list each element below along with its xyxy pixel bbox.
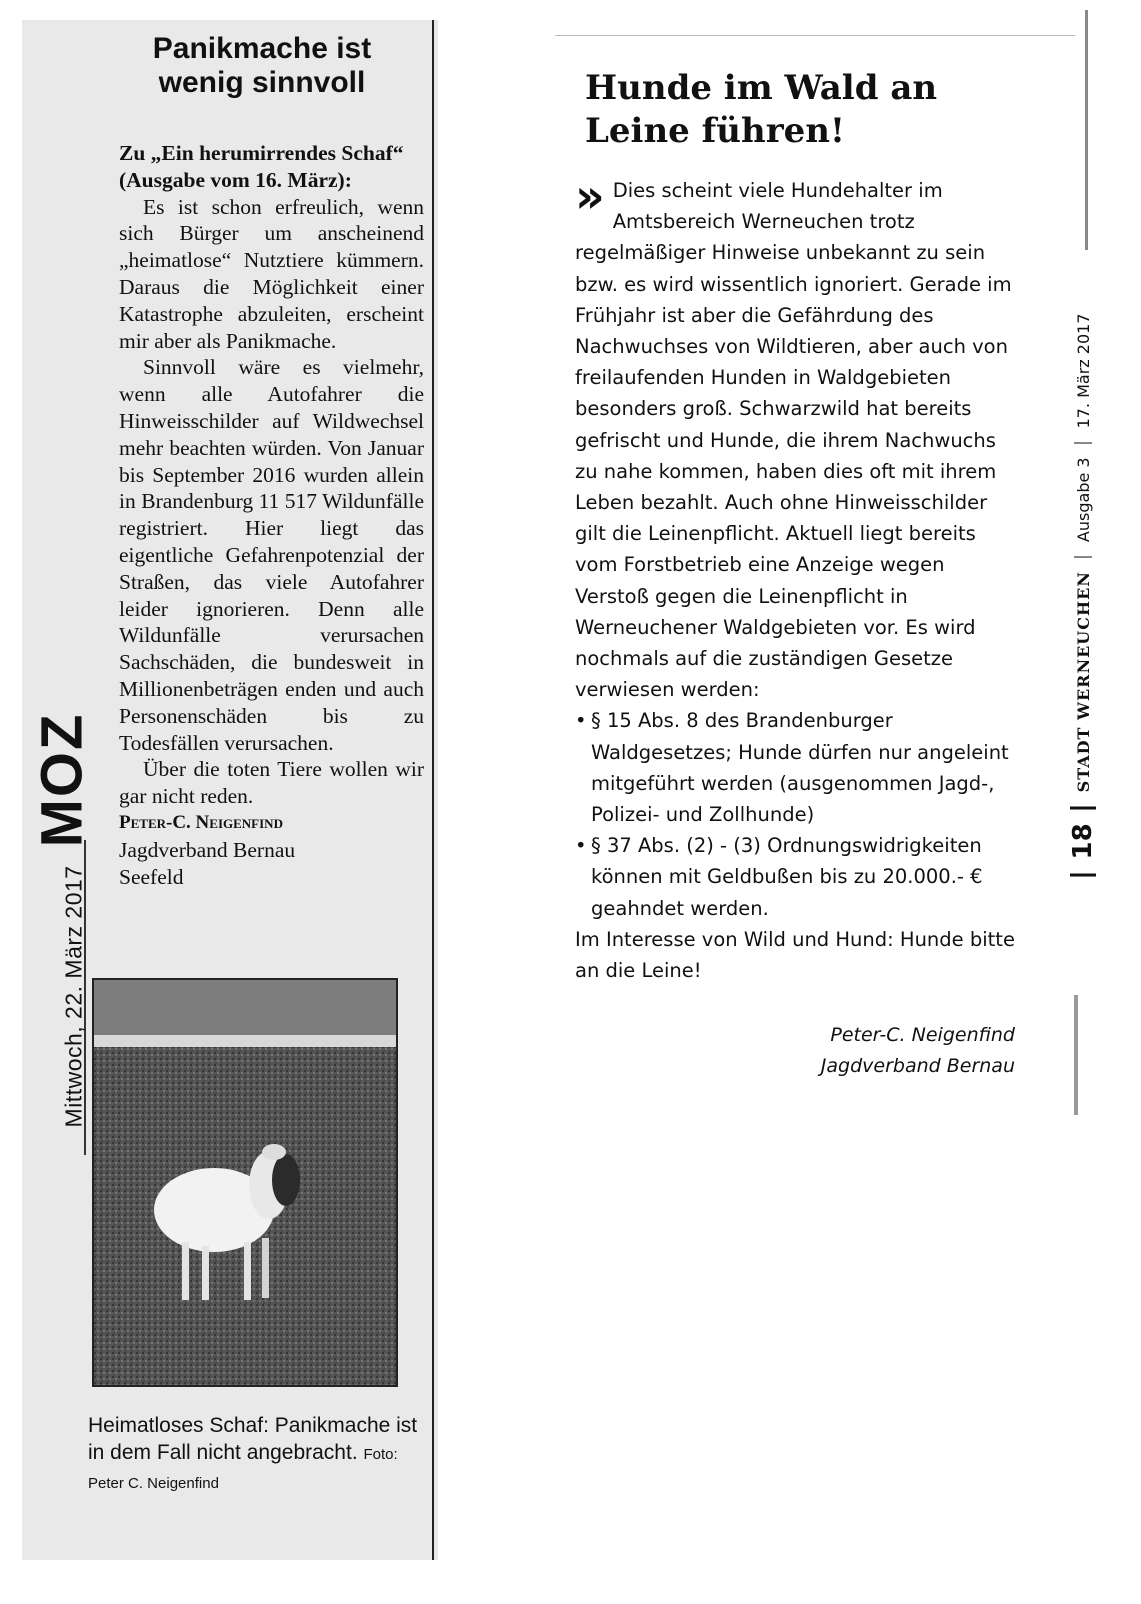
caption-text: Heimatloses Schaf: Panikmache ist in dem Fall nicht angebracht. [88,1414,418,1464]
separator-bar [1070,874,1096,877]
moz-masthead-side [22,670,102,1170]
letter-headline: Panikmache ist wenig sinnvoll [152,32,372,99]
photo-credit: Foto: Peter C. Neigenfind [88,1446,398,1492]
left-newspaper-clipping [22,20,438,1560]
moz-logo: MOZ [29,712,95,848]
publication-name: STADT WERNEUCHEN [1073,571,1093,793]
separator-line [1074,442,1092,443]
signature-name: Peter-C. Neigenfind [830,1024,1015,1046]
right-newspaper-clipping [555,35,1095,1105]
page-number: 18 [1068,823,1098,860]
letter-paragraph: Über die toten Tiere wollen wir gar nicht reden. [119,757,424,809]
law-list [575,705,1015,923]
list-item: • § 37 Abs. (2) - (3) Ordnungswidrigkeiten können mit Geldbußen bis zu 20.000.- € geahndet werden. [575,830,1015,924]
publication-side-label [1058,270,1108,920]
top-rule [555,35,1075,36]
letter-paragraph: Sinnvoll wäre es vielmehr, wenn alle Autofahrer die Hinweisschilder auf Wildwechsel mehr beachten würden. Von Januar bis September 2016 wurden allein in Brandenburg 11 517 Wildunfälle registriert. Hier liegt das eigentliche Gefahrenpotenzial der Straßen, das viele Autofahrer leider ignorieren. Denn alle Wildunfälle verursachen Sachschäden, die bundesweit in Millionenbeträgen enden und auch Personenschäden bis zu Todesfällen verursachen. [119,355,424,755]
column-rule [432,20,434,1560]
article-body [575,169,1015,986]
issue-number: Ausgabe 3 [1073,457,1093,543]
letter-author-place: Seefeld [119,864,184,889]
letter-reference: Zu „Ein herumirrendes Schaf“ (Ausgabe vom 16. März): [119,141,404,192]
separator-bar [1070,806,1096,809]
scan-edge-mark [1085,10,1088,250]
photo-caption [88,1412,418,1497]
article-closing: Im Interesse von Wild und Hund: Hunde bitte an die Leine! [575,927,1015,983]
letter-body [119,140,424,890]
article-signature [805,1020,1015,1082]
lead-chevron-icon: » [575,169,605,223]
letter-author-name: Peter-C. Neigenfind [119,811,283,833]
list-item: • § 15 Abs. 8 des Brandenburger Waldgesetzes; Hunde dürfen nur angeleint mitgeführt werden (ausgenommen Jagd-, Polizei- und Zollhunde) [575,705,1015,830]
article-headline: Hunde im Wald an Leine führen! [585,68,938,151]
letter-paragraph: Es ist schon erfreulich, wenn sich Bürger um anscheinend „heimatlose“ Nutztiere kümmern. Daraus die Möglichkeit einer Katastrophe abzuleiten, erscheint mir aber als Panikmache. [119,194,424,353]
separator-line [1074,556,1092,557]
sheep-photo [92,978,398,1387]
issue-date: Mittwoch, 22. März 2017 [60,865,87,1128]
signature-org: Jagdverband Bernau [820,1055,1015,1077]
issue-date: 17. März 2017 [1073,313,1093,429]
article-paragraph: Dies scheint viele Hundehalter im Amtsbereich Werneuchen trotz regelmäßiger Hinweise unbekannt zu sein bzw. es wird wissentlich ignoriert. Gerade im Frühjahr ist aber die Gefährdung des Nachwuchses von Wildtieren, aber auch von freilaufenden Hunden in Waldgebieten besonders groß. Schwarzwild hat bereits gefrischt und Hunde, die ihrem Nachwuchs zu nahe kommen, haben dies oft mit ihrem Leben bezahlt. Auch ohne Hinweisschilder gilt die Leinenpflicht. Aktuell liegt bereits vom Forstbetrieb eine Anzeige wegen Verstoß gegen die Leinenpflicht in Werneuchener Waldgebieten vor. Es wird nochmals auf die zuständigen Gesetze verwiesen werden: [575,179,1012,702]
scan-edge-mark [1074,995,1078,1115]
letter-author-org: Jagdverband Bernau [119,837,296,862]
